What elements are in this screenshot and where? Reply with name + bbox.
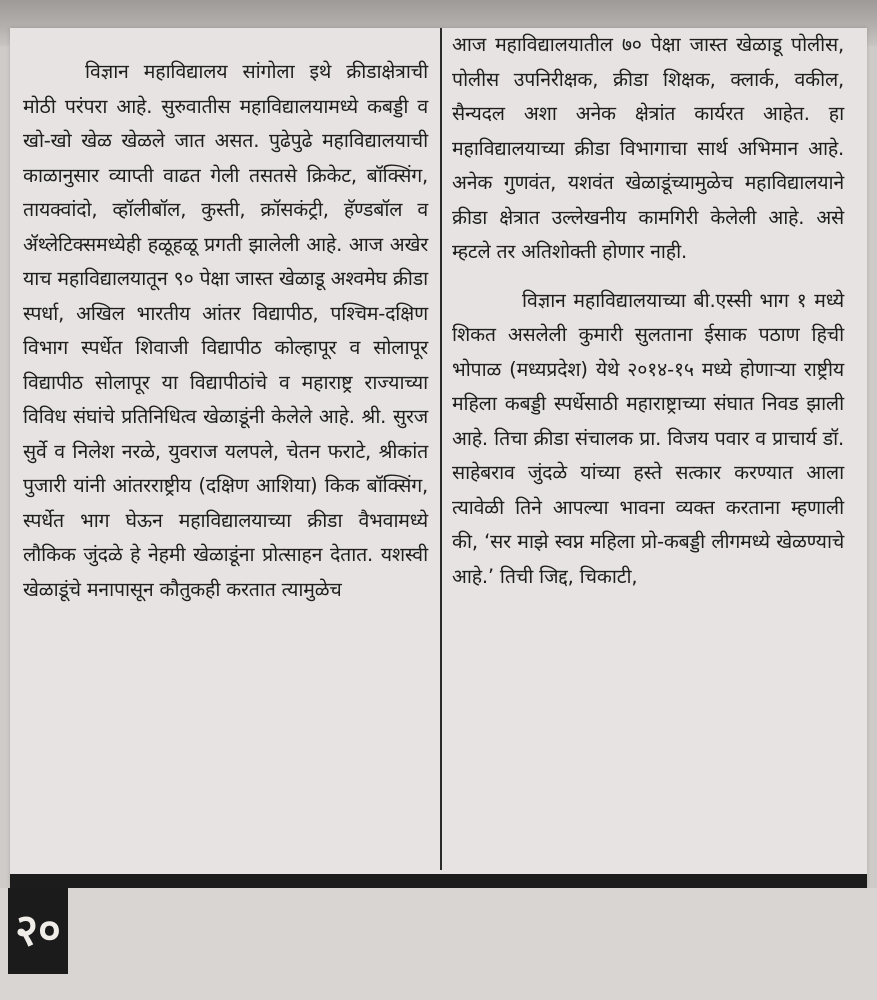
page-number: २० xyxy=(8,888,68,974)
right-column xyxy=(452,28,844,594)
left-column xyxy=(23,55,428,607)
right-column-paragraph-1: आज महाविद्यालयातील ७० पेक्षा जास्त खेळाडू पोलीस, पोलीस उपनिरीक्षक, क्रीडा शिक्षक, क्लार्क, वकील, सैन्यदल अशा अनेक क्षेत्रांत कार्यरत आहेत. हा महाविद्यालयाच्या क्रीडा विभागाचा सार्थ अभिमान आहे. अनेक गुणवंत, यशवंत खेळाडूंच्यामुळेच महाविद्यालयाने क्रीडा क्षेत्रात उल्लेखनीय कामगिरी केलेली आहे. असे म्हटले तर अतिशोक्ती होणार नाही. xyxy=(452,33,844,263)
left-column-paragraph: विज्ञान महाविद्यालय सांगोला इथे क्रीडाक्षेत्राची मोठी परंपरा आहे. सुरुवातीस महाविद्यालयामध्ये कबड्डी व खो-खो खेळ खेळले जात असत. पुढेपुढे महाविद्यालयाची काळानुसार व्याप्ती वाढत गेली तसतसे क्रिकेट, बॉक्सिंग, तायक्वांदो, व्हॉलीबॉल, कुस्ती, क्रॉसकंट्री, हॅण्डबॉल व ॲथ्लेटिक्समध्येही हळूहळू प्रगती झालेली आहे. आज अखेर याच महाविद्यालयातून ९० पेक्षा जास्त खेळाडू अश्वमेघ क्रीडा स्पर्धा, अखिल भारतीय आंतर विद्यापीठ, पश्चिम-दक्षिण विभाग स्पर्धेत शिवाजी विद्यापीठ कोल्हापूर व सोलापूर विद्यापीठ सोलापूर या विद्यापीठांचे व महाराष्ट्र राज्याच्या विविध संघांचे प्रतिनिधित्व खेळाडूंनी केलेले आहे. श्री. सुरज सुर्वे व निलेश नरळे, युवराज यलपले, चेतन फराटे, श्रीकांत पुजारी यांनी आंतरराष्ट्रीय (दक्षिण आशिया) किक बॉक्सिंग, स्पर्धेत भाग घेऊन महाविद्यालयाच्या क्रीडा वैभवामध्ये लौकिक जुंदळे हे नेहमी खेळाडूंना प्रोत्साहन देतात. यशस्वी खेळाडूंचे मनापासून कौतुकही करतात त्यामुळेच xyxy=(23,60,428,601)
page-bottom-margin xyxy=(0,888,877,1000)
column-divider xyxy=(440,28,442,870)
right-column-paragraph-2: विज्ञान महाविद्यालयाच्या बी.एस्सी भाग १ मध्ये शिकत असलेली कुमारी सुलताना ईसाक पठाण हिची भोपाळ (मध्यप्रदेश) येथे २०१४-१५ मध्ये होणाऱ्या राष्ट्रीय महिला कबड्डी स्पर्धेसाठी महाराष्ट्राच्या संघात निवड झाली आहे. तिचा क्रीडा संचालक प्रा. विजय पवार व प्राचार्य डॉ. साहेबराव जुंदळे यांच्या हस्ते सत्कार करण्यात आला त्यावेळी तिने आपल्या भावना व्यक्त करताना म्हणाली की, ‘सर माझे स्वप्न महिला प्रो-कबड्डी लीगमध्ये खेळण्याचे आहे.’ तिची जिद्द, चिकाटी, xyxy=(452,288,844,588)
footer-rule xyxy=(10,874,867,888)
